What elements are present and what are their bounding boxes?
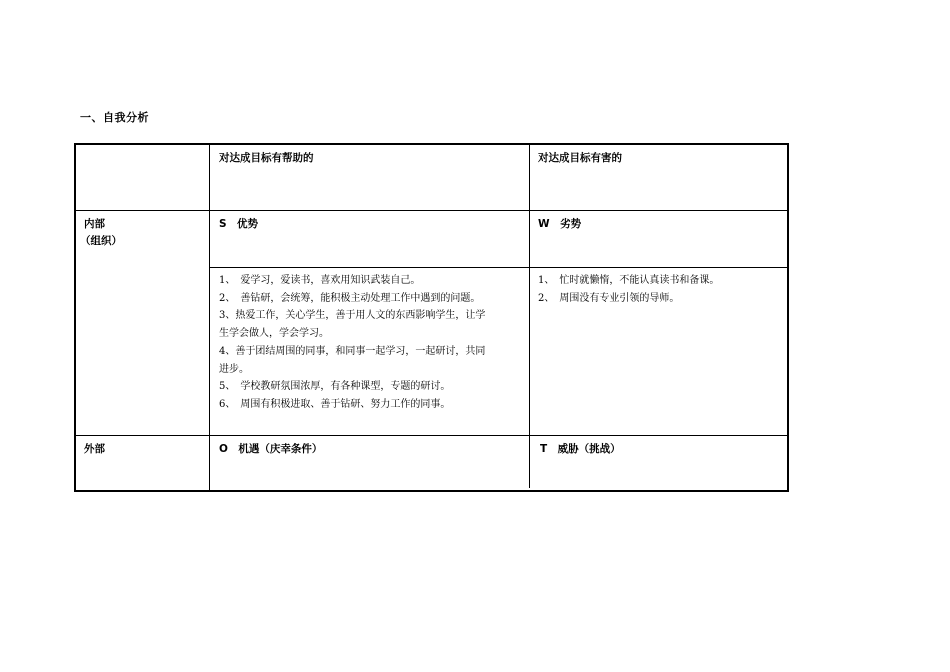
weaknesses-list xyxy=(538,272,719,307)
weaknesses-title: W 劣势 xyxy=(538,218,582,230)
table-border-left xyxy=(74,143,76,492)
strengths-title: S 优势 xyxy=(219,218,259,230)
row-label-external: 外部 xyxy=(84,443,105,455)
weakness-item: 2、 周围没有专业引领的导师。 xyxy=(538,292,680,304)
strengths-list xyxy=(219,272,485,414)
table-border-top xyxy=(74,143,789,145)
table-border-right xyxy=(787,143,789,492)
page-heading: 一、自我分析 xyxy=(80,111,149,124)
strength-item: 2、 善钻研，会统筹，能积极主动处理工作中遇到的问题。 xyxy=(219,292,481,304)
column-divider-helpful-harmful xyxy=(529,145,530,488)
strength-item: 生学会做人，学会学习。 xyxy=(219,328,329,340)
row-label-internal-sub: （组织） xyxy=(80,235,122,247)
strength-item: 4、善于团结周围的同事，和同事一起学习，一起研讨，共同 xyxy=(219,345,486,357)
strength-item: 3、热爱工作，关心学生，善于用人文的东西影响学生，让学 xyxy=(219,310,486,322)
table-border-bottom xyxy=(74,490,789,492)
strength-item: 1、 爱学习，爱读书，喜欢用知识武装自己。 xyxy=(219,275,421,286)
strength-item: 5、 学校教研氛围浓厚，有各种课型，专题的研讨。 xyxy=(219,381,451,393)
row-divider-header xyxy=(76,210,787,211)
row-label-internal: 内部 xyxy=(84,218,105,230)
row-divider-strength-title xyxy=(209,267,787,268)
opportunities-title: O 机遇（庆幸条件） xyxy=(219,443,323,455)
column-header-harmful: 对达成目标有害的 xyxy=(538,152,622,164)
strength-item: 6、 周围有积极进取、善于钻研、努力工作的同事。 xyxy=(219,398,451,410)
weakness-item: 1、 忙时就懒惰，不能认真读书和备课。 xyxy=(538,275,720,286)
row-divider-internal-external xyxy=(76,435,787,436)
column-divider-label xyxy=(209,145,210,492)
threats-title: T 威胁（挑战） xyxy=(540,443,621,455)
column-header-helpful: 对达成目标有帮助的 xyxy=(219,152,314,164)
strength-item: 进步。 xyxy=(219,363,249,375)
